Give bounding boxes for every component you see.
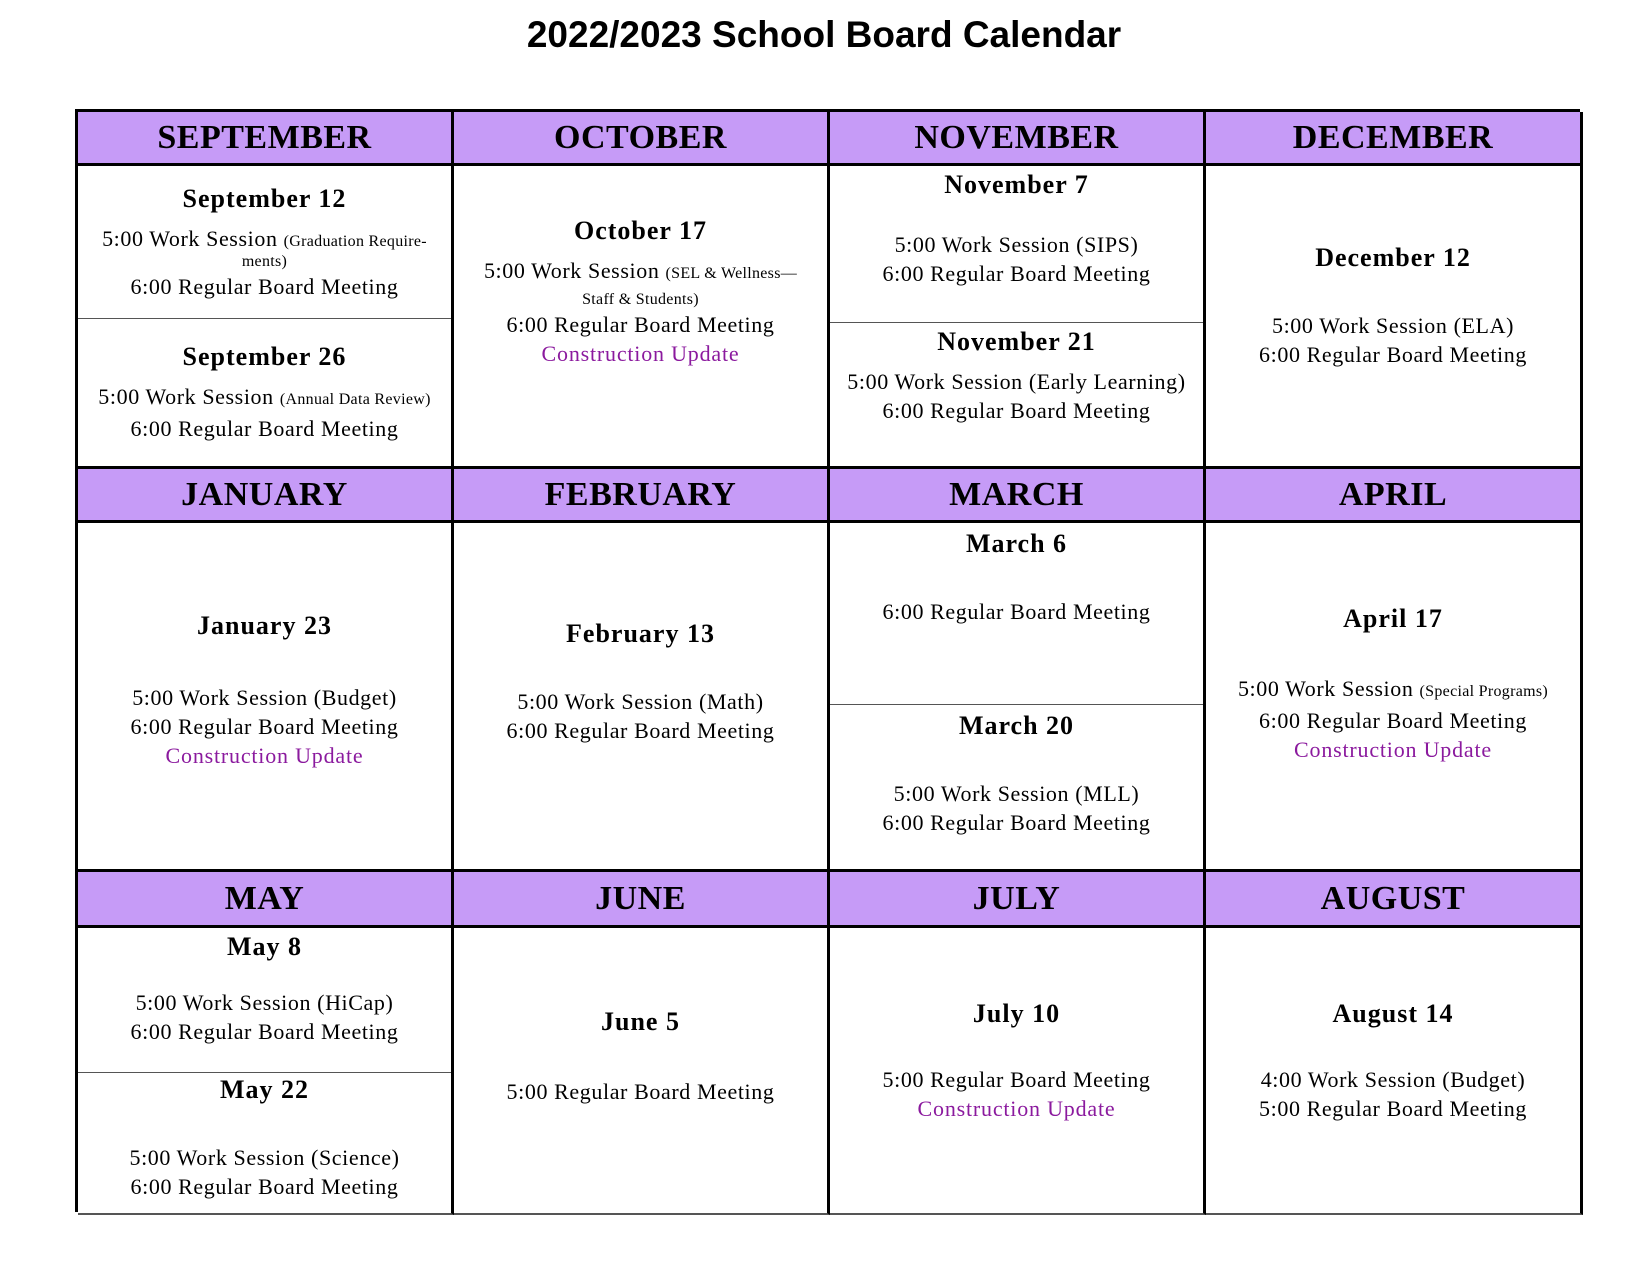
board-meeting-line: 6:00 Regular Board Meeting <box>882 261 1151 286</box>
work-session-note: ments) <box>241 252 288 270</box>
event-date: October 17 <box>574 216 707 245</box>
event-august-14 <box>1206 928 1580 1213</box>
board-meeting-line: 6:00 Regular Board Meeting <box>1259 708 1527 733</box>
construction-update: Construction Update <box>541 341 740 366</box>
event-january-23 <box>78 523 451 869</box>
work-session-line: 4:00 Work Session (Budget) <box>1260 1066 1526 1092</box>
work-session-line: 5:00 Work Session (Annual Data Review) <box>98 384 431 409</box>
event-march-6 <box>830 523 1203 705</box>
board-meeting-line: 6:00 Regular Board Meeting <box>130 416 399 441</box>
event-march-20 <box>830 705 1203 869</box>
event-november-21 <box>830 323 1203 466</box>
event-date: September 12 <box>182 183 347 213</box>
board-meeting-line: 6:00 Regular Board Meeting <box>130 1174 399 1199</box>
month-header-april: APRIL <box>1206 469 1583 523</box>
month-header-november: NOVEMBER <box>830 112 1206 166</box>
event-date: April 17 <box>1343 604 1443 633</box>
event-date: March 6 <box>965 529 1068 558</box>
work-session-line: 5:00 Work Session (Early Learning) <box>847 369 1186 394</box>
month-header-september: SEPTEMBER <box>78 112 454 166</box>
event-november-7 <box>830 166 1203 323</box>
board-meeting-line: 6:00 Regular Board Meeting <box>130 1019 399 1044</box>
work-session-line: 5:00 Work Session (HiCap) <box>135 990 394 1015</box>
month-cell-october <box>454 166 830 469</box>
event-date: May 8 <box>226 932 303 961</box>
month-cell-december <box>1206 166 1583 469</box>
board-meeting-line: 6:00 Regular Board Meeting <box>506 718 775 743</box>
board-meeting-line: 6:00 Regular Board Meeting <box>882 599 1151 624</box>
month-cell-january <box>78 523 454 872</box>
event-may-22 <box>78 1073 451 1213</box>
work-session-line: 5:00 Work Session (ELA) <box>1272 313 1514 338</box>
month-cell-august <box>1206 928 1583 1215</box>
month-cell-june <box>454 928 830 1215</box>
work-session-line: 5:00 Work Session (Budget) <box>132 684 397 710</box>
work-session-note: Staff & Students) <box>582 291 699 308</box>
board-meeting-line: 6:00 Regular Board Meeting <box>130 273 399 299</box>
event-date: March 20 <box>958 711 1075 740</box>
month-header-august: AUGUST <box>1206 872 1583 928</box>
month-cell-november <box>830 166 1206 469</box>
board-meeting-line: 6:00 Regular Board Meeting <box>882 810 1151 835</box>
event-september-12 <box>78 166 451 319</box>
event-date: December 12 <box>1315 243 1471 272</box>
work-session-line: 5:00 Work Session (SEL & Wellness— <box>483 258 798 283</box>
work-session-line: 5:00 Work Session (SIPS) <box>894 232 1139 257</box>
work-session-line: 5:00 Work Session (Science) <box>129 1145 400 1170</box>
month-cell-september <box>78 166 454 469</box>
work-session-line: 5:00 Work Session (Special Programs) <box>1237 676 1549 701</box>
month-header-january: JANUARY <box>78 469 454 523</box>
event-date: July 10 <box>972 998 1061 1028</box>
work-session-line: 5:00 Work Session (Math) <box>517 689 764 714</box>
board-meeting-line: 6:00 Regular Board Meeting <box>130 713 399 739</box>
work-session-line: 5:00 Work Session (Graduation Require- <box>102 225 427 251</box>
construction-update: Construction Update <box>1294 737 1492 762</box>
board-meeting-line: 5:00 Regular Board Meeting <box>1259 1095 1527 1121</box>
construction-update: Construction Update <box>165 742 364 768</box>
event-date: November 7 <box>944 170 1089 199</box>
month-header-february: FEBRUARY <box>454 469 830 523</box>
work-session-line: 5:00 Work Session (MLL) <box>893 781 1140 806</box>
event-july-10 <box>830 928 1203 1213</box>
board-meeting-line: 6:00 Regular Board Meeting <box>506 312 775 337</box>
event-date: August 14 <box>1332 998 1454 1028</box>
event-date: May 22 <box>219 1075 310 1104</box>
month-header-may: MAY <box>78 872 454 928</box>
board-meeting-line: 5:00 Regular Board Meeting <box>882 1066 1151 1092</box>
month-cell-march <box>830 523 1206 872</box>
month-header-december: DECEMBER <box>1206 112 1583 166</box>
event-date: February 13 <box>566 619 715 648</box>
event-june-5 <box>454 928 827 1213</box>
event-october-17 <box>454 166 827 466</box>
event-february-13 <box>454 523 827 869</box>
board-meeting-line: 6:00 Regular Board Meeting <box>882 398 1151 423</box>
board-meeting-line: 6:00 Regular Board Meeting <box>1259 342 1527 367</box>
page-title: 2022/2023 School Board Calendar <box>526 14 1122 55</box>
event-date: November 21 <box>937 327 1096 356</box>
event-date: January 23 <box>197 610 332 640</box>
event-december-12 <box>1206 166 1580 466</box>
event-date: September 26 <box>182 342 347 371</box>
month-header-march: MARCH <box>830 469 1206 523</box>
event-may-8 <box>78 928 451 1073</box>
month-cell-july <box>830 928 1206 1215</box>
event-september-26 <box>78 319 451 466</box>
month-cell-may <box>78 928 454 1215</box>
board-meeting-line: 5:00 Regular Board Meeting <box>506 1079 775 1104</box>
event-date: June 5 <box>601 1007 680 1036</box>
construction-update: Construction Update <box>917 1095 1116 1121</box>
event-april-17 <box>1206 523 1580 869</box>
month-header-october: OCTOBER <box>454 112 830 166</box>
calendar-grid <box>75 109 1580 1212</box>
month-header-july: JULY <box>830 872 1206 928</box>
month-header-june: JUNE <box>454 872 830 928</box>
month-cell-february <box>454 523 830 872</box>
month-cell-april <box>1206 523 1583 872</box>
